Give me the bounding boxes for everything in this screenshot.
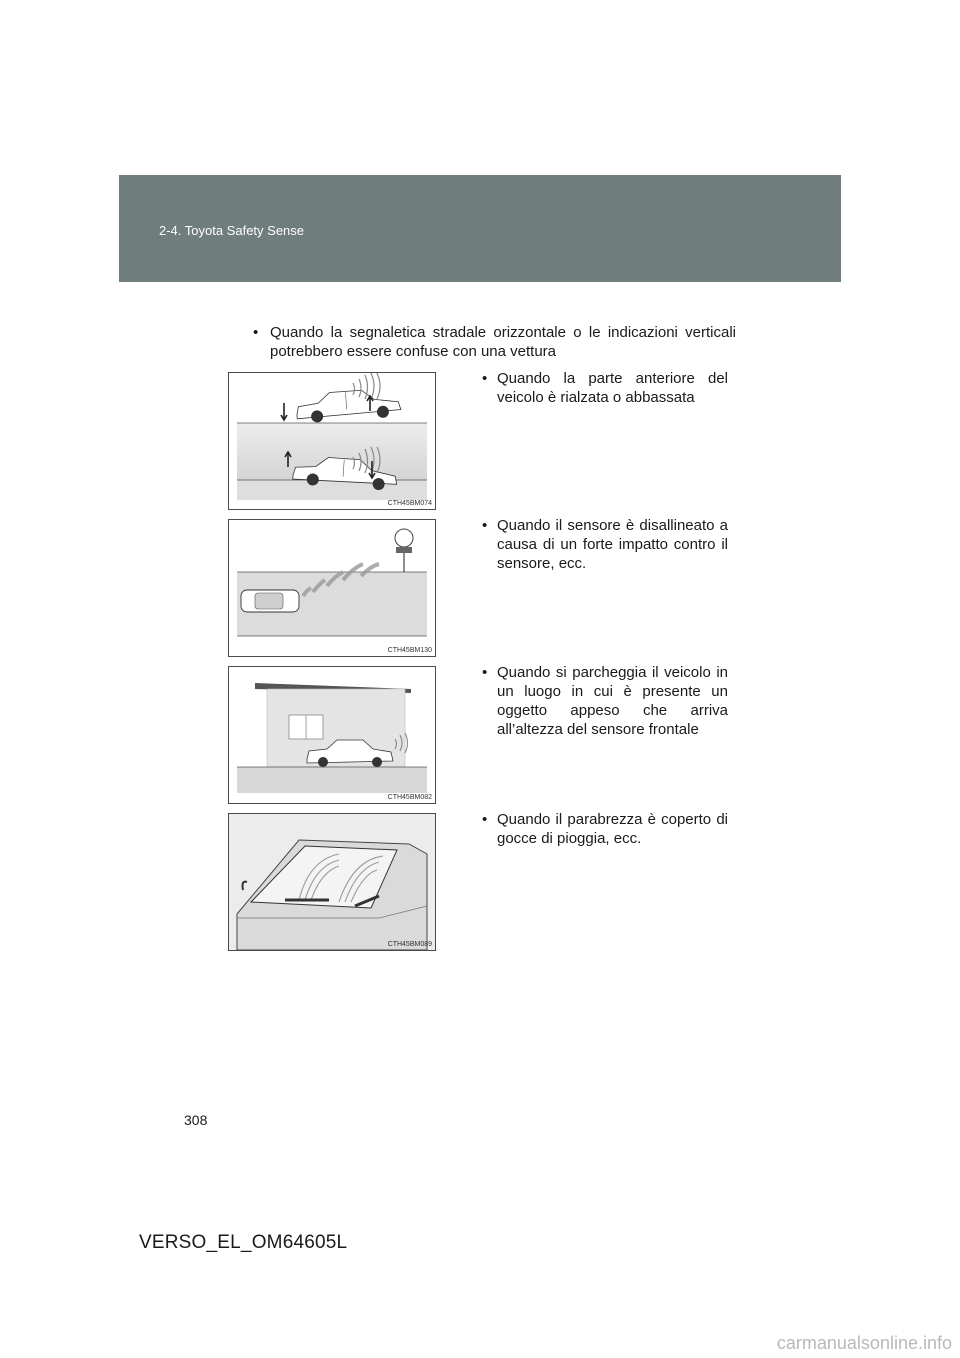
caption-windshield-rain [482,810,728,848]
windshield-rain-illustration [229,814,435,950]
section-title: 2-4. Toyota Safety Sense [159,223,305,238]
figure-windshield-rain [228,813,436,951]
caption-text: Quando il parabrezza è coperto di gocce di pioggia, ecc. [497,811,728,847]
figure-code: CTH45BM089 [387,941,432,948]
document-code: VERSO_EL_OM64605L [139,1232,348,1253]
bullet-marker: • [482,664,488,681]
figure-car-pitch [228,372,436,510]
figure-hanging-object [228,666,436,804]
bullet-marker: • [482,811,488,828]
watermark-text: carmanualsonline.info [776,1333,952,1353]
car-pitch-illustration [229,373,435,509]
intro-text: Quando la segnaletica stradale orizzontale o le indicazioni verticali potrebbero essere confuse con una vettura [270,324,736,360]
figure-sensor-misaligned [228,519,436,657]
page-number: 308 [184,1112,208,1128]
bullet-marker: • [482,517,488,534]
sensor-misaligned-illustration [229,520,435,656]
caption-text: Quando si parcheggia il veicolo in un luogo in cui è presente un oggetto appeso che arriva all’altezza del sensore frontale [497,664,728,738]
hanging-object-illustration [229,667,435,803]
figure-code: CTH45BM130 [387,647,432,654]
figure-code: CTH45BM082 [387,794,432,801]
figure-code: CTH45BM074 [387,500,432,507]
bullet-marker: • [253,324,259,341]
caption-hanging-object [482,663,728,739]
bullet-marker: • [482,370,488,387]
intro-bullet-paragraph [253,323,736,361]
caption-text: Quando la parte anteriore del veicolo è rialzata o abbassata [497,370,728,406]
caption-sensor-misaligned [482,516,728,573]
caption-car-pitch [482,369,728,407]
caption-text: Quando il sensore è disallineato a causa di un forte impatto contro il sensore, ecc. [497,517,728,572]
